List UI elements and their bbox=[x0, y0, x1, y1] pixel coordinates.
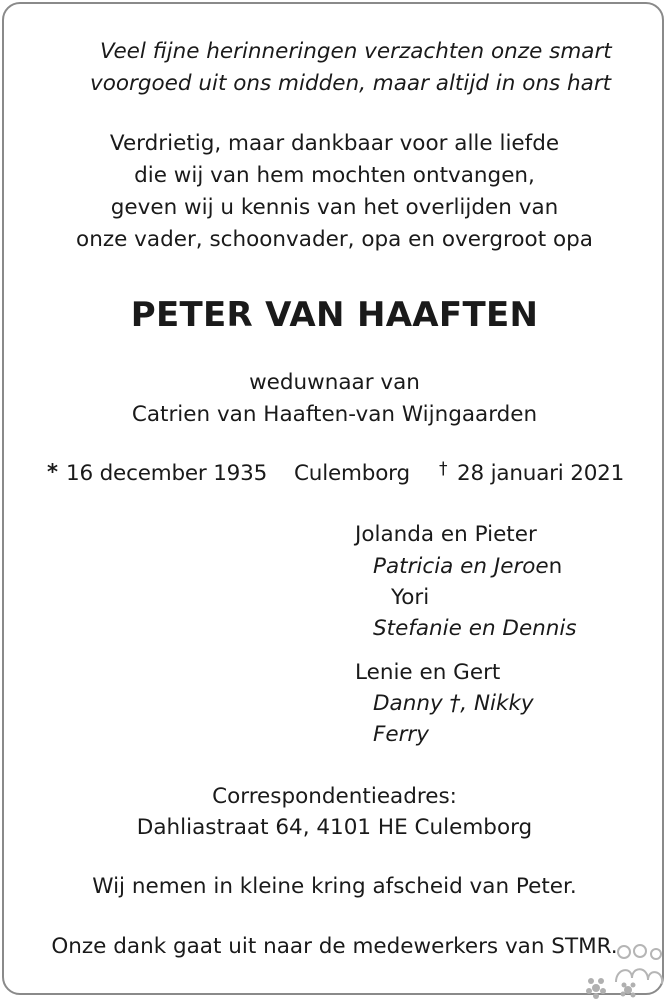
place-of-death: Culemborg bbox=[294, 461, 410, 486]
flower-people-logo-icon bbox=[582, 938, 669, 1000]
farewell-note: Wij nemen in kleine kring afscheid van Peter. bbox=[92, 874, 577, 899]
spouse-name: Catrien van Haaften-van Wijngaarden bbox=[131, 402, 538, 427]
family-parents-1: Jolanda en Pieter bbox=[355, 522, 537, 547]
thanks-note: Onze dank gaat uit naar de medewerkers van STMR. bbox=[51, 934, 618, 959]
death-date: 28 januari 2021 bbox=[457, 461, 625, 486]
relation-text: weduwnaar van bbox=[249, 370, 420, 395]
death-cross-icon: † bbox=[439, 459, 448, 479]
poem-line-2: voorgoed uit ons midden, maar altijd in ons hart bbox=[90, 71, 612, 96]
poem-line-1: Veel fijne herinneringen verzachten onze smart bbox=[100, 39, 612, 64]
family-grandchild-couple-1 bbox=[373, 556, 562, 578]
deceased-name: PETER VAN HAAFTEN bbox=[130, 295, 539, 335]
intro-line-2: die wij van hem mochten ontvangen, bbox=[134, 163, 535, 188]
family-parents-2: Lenie en Gert bbox=[355, 660, 501, 685]
family-grandchild-couple-1-italic: Patricia en Jeroe bbox=[373, 554, 549, 579]
family-grandchild-couple-1-tail: n bbox=[548, 554, 563, 579]
family-grandchildren-3: Danny †, Nikky bbox=[373, 691, 534, 716]
correspondence-label: Correspondentieadres: bbox=[212, 784, 457, 809]
family-grandchild-couple-2: Stefanie en Dennis bbox=[373, 616, 577, 641]
birth-symbol: * bbox=[47, 460, 58, 484]
intro-line-1: Verdrietig, maar dankbaar voor alle liefde bbox=[109, 131, 560, 156]
family-grandchild-4: Ferry bbox=[373, 722, 429, 747]
intro-line-3: geven wij u kennis van het overlijden van bbox=[110, 195, 559, 220]
birth-date: 16 december 1935 bbox=[66, 461, 268, 486]
family-great-grandchild: Yori bbox=[391, 585, 430, 610]
correspondence-address: Dahliastraat 64, 4101 HE Culemborg bbox=[136, 815, 533, 840]
intro-line-4: onze vader, schoonvader, opa en overgroot opa bbox=[76, 227, 593, 252]
